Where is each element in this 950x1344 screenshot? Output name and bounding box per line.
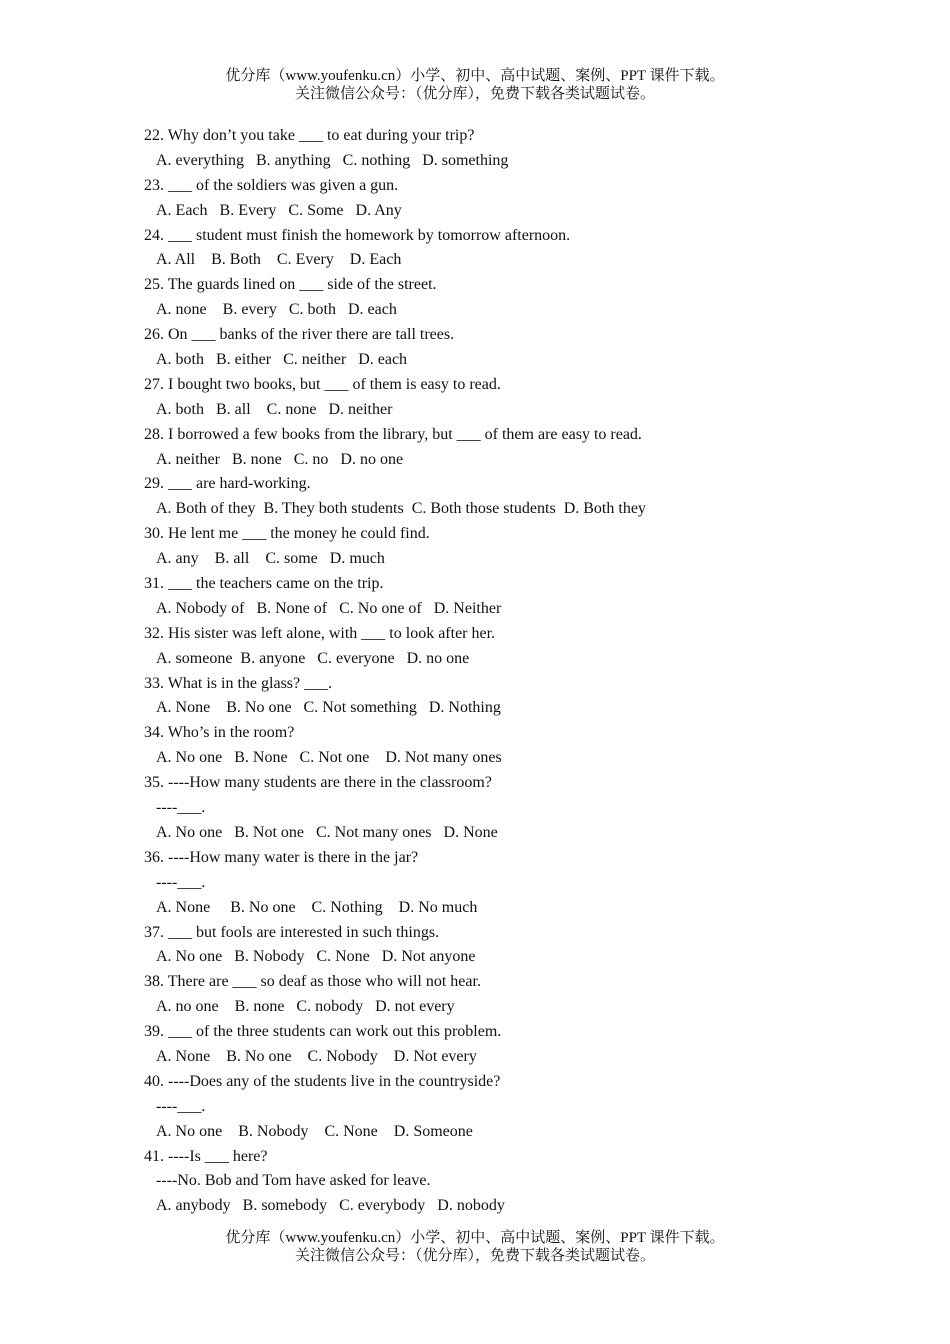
question-stem: 40. ----Does any of the students live in the countryside? [144, 1072, 501, 1090]
page-footer [0, 1229, 950, 1265]
answer-options: A. no one B. none C. nobody D. not every [156, 998, 455, 1016]
answer-options: A. None B. No one C. Nobody D. Not every [156, 1047, 477, 1065]
question-stem: 22. Why don’t you take ___ to eat during your trip? [144, 127, 475, 144]
question-stem: 26. On ___ banks of the river there are tall trees. [144, 326, 455, 344]
question-stem: 37. ___ but fools are interested in such things. [144, 923, 440, 941]
question-stem: 29. ___ are hard-working. [144, 475, 311, 493]
question-stem: 23. ___ of the soldiers was given a gun. [144, 176, 399, 194]
answer-options: A. Each B. Every C. Some D. Any [156, 201, 402, 219]
question-stem: 33. What is in the glass? ___. [144, 674, 333, 692]
answer-options: A. everything B. anything C. nothing D. something [156, 151, 509, 169]
answer-options: A. None B. No one C. Nothing D. No much [156, 898, 478, 916]
header-line-1: 优分库（www.youfenku.cn）小学、初中、高中试题、案例、PPT 课件下载。 [225, 68, 725, 84]
footer-line-2: 关注微信公众号：（优分库），免费下载各类试题试卷。 [294, 1248, 655, 1264]
question-stem: 35. ----How many students are there in the classroom? [144, 774, 492, 792]
question-stem: 31. ___ the teachers came on the trip. [144, 575, 384, 593]
question-stem: 24. ___ student must finish the homework by tomorrow afternoon. [144, 226, 571, 244]
answer-options: A. both B. all C. none D. neither [156, 400, 393, 418]
dialogue-reply: ----___. [156, 799, 206, 817]
question-stem: 34. Who’s in the room? [144, 724, 295, 742]
question-stem: 39. ___ of the three students can work out this problem. [144, 1023, 502, 1041]
answer-options: A. any B. all C. some D. much [156, 550, 385, 568]
answer-options: A. both B. either C. neither D. each [156, 351, 408, 369]
answer-options: A. All B. Both C. Every D. Each [156, 251, 402, 269]
question-stem: 32. His sister was left alone, with ___ to look after her. [144, 624, 496, 642]
dialogue-reply: ----No. Bob and Tom have asked for leave. [156, 1172, 431, 1190]
question-stem: 28. I borrowed a few books from the library, but ___ of them are easy to read. [144, 425, 642, 443]
page-header [0, 67, 950, 103]
question-stem: 41. ----Is ___ here? [144, 1147, 268, 1165]
header-line-2: 关注微信公众号：（优分库），免费下载各类试题试卷。 [294, 86, 655, 102]
question-stem: 27. I bought two books, but ___ of them is easy to read. [144, 375, 501, 393]
dialogue-reply: ----___. [156, 873, 206, 891]
question-stem: 25. The guards lined on ___ side of the street. [144, 276, 437, 294]
answer-options: A. Nobody of B. None of C. No one of D. Neither [156, 599, 502, 617]
answer-options: A. anybody B. somebody C. everybody D. nobody [156, 1197, 505, 1215]
footer-line-1: 优分库（www.youfenku.cn）小学、初中、高中试题、案例、PPT 课件下载。 [225, 1230, 725, 1246]
answer-options: A. someone B. anyone C. everyone D. no one [156, 649, 470, 667]
answer-options: A. No one B. Not one C. Not many ones D. None [156, 823, 498, 841]
question-stem: 38. There are ___ so deaf as those who will not hear. [144, 973, 481, 991]
answer-options: A. No one B. None C. Not one D. Not many ones [156, 749, 502, 767]
answer-options: A. none B. every C. both D. each [156, 301, 397, 319]
answer-options: A. None B. No one C. Not something D. Nothing [156, 699, 501, 717]
answer-options: A. Both of they B. They both students C. Both those students D. Both they [156, 500, 646, 518]
question-stem: 36. ----How many water is there in the jar? [144, 848, 419, 866]
answer-options: A. neither B. none C. no D. no one [156, 450, 404, 468]
question-stem: 30. He lent me ___ the money he could find. [144, 525, 430, 543]
answer-options: A. No one B. Nobody C. None D. Not anyone [156, 948, 476, 966]
question-list [144, 124, 864, 1219]
dialogue-reply: ----___. [156, 1097, 206, 1115]
answer-options: A. No one B. Nobody C. None D. Someone [156, 1122, 473, 1140]
